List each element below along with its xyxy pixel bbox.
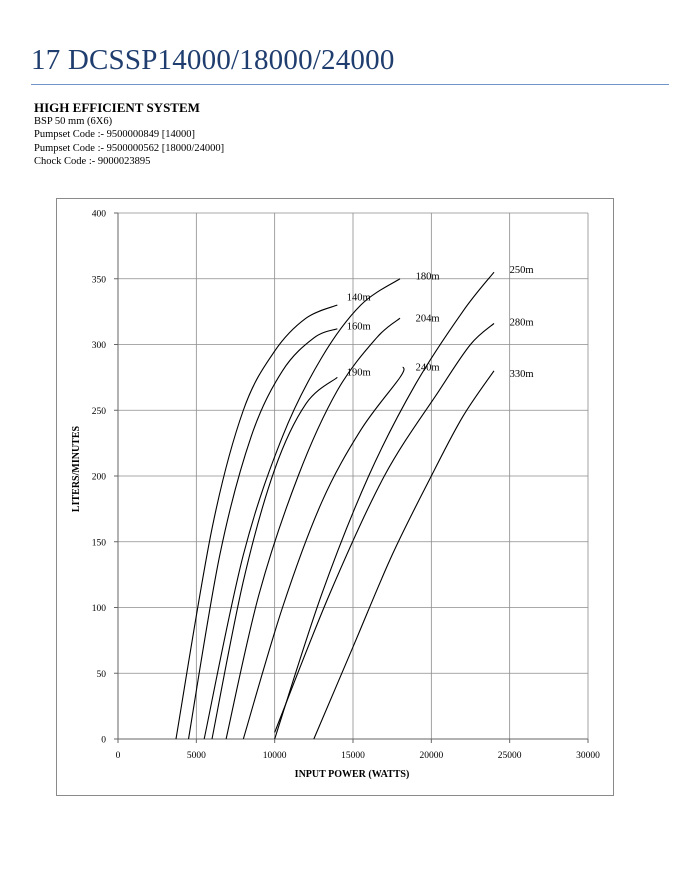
curve-label-180m: 180m [415,271,440,283]
spec-heading: HIGH EFFICIENT SYSTEM [34,100,200,115]
y-tick-label: 0 [101,735,106,746]
series-line-280m [275,323,494,732]
y-tick-label: 50 [96,669,106,680]
series-line-250m [275,272,494,739]
x-tick-label: 15000 [341,751,365,761]
series-line-204m [226,318,400,739]
y-axis-label: LITERS/MINUTES [71,425,82,513]
x-tick-label: 10000 [262,751,287,761]
curve-label-190m: 190m [346,367,371,379]
series-lines [176,272,494,739]
chart-frame [56,198,614,796]
y-tick-label: 150 [91,538,106,549]
x-tick-label: 25000 [497,751,522,761]
spec-line-pumpset-18000-24000: Pumpset Code :- 9500000562 [18000/24000] [34,142,225,154]
x-tick-label: 30000 [576,751,600,761]
page-title: 17 DCSSP14000/18000/24000 [31,44,395,76]
y-tick-label: 200 [91,472,106,483]
x-tick-label: 5000 [186,751,206,761]
curve-label-140m: 140m [346,292,371,304]
performance-chart [57,199,613,795]
y-tick-label: 250 [91,406,106,417]
curve-label-240m: 240m [415,362,440,374]
spec-line-bsp: BSP 50 mm (6X6) [34,116,113,127]
spec-line-pumpset-14000: Pumpset Code :- 9500000849 [14000] [34,129,195,141]
curve-labels [347,265,534,380]
curve-label-204m: 204m [415,313,440,325]
series-line-330m [314,371,494,739]
curve-label-160m: 160m [346,321,371,333]
y-tick-label: 400 [91,209,106,220]
x-tick-label: 0 [115,751,121,761]
y-tick-label: 350 [91,275,106,286]
spec-block [34,100,224,169]
title-divider [31,84,669,85]
curve-label-330m: 330m [509,368,534,380]
curve-label-280m: 280m [509,317,534,329]
x-tick-labels [116,751,601,761]
curve-label-250m: 250m [509,265,534,277]
y-tick-label: 300 [91,341,106,351]
spec-line-chock-code: Chock Code :- 9000023895 [34,156,151,168]
x-tick-label: 20000 [419,751,444,761]
y-tick-label: 100 [91,604,106,614]
x-axis-label: INPUT POWER (WATTS) [294,769,410,780]
y-tick-labels [92,210,107,746]
series-line-240m [243,367,404,739]
